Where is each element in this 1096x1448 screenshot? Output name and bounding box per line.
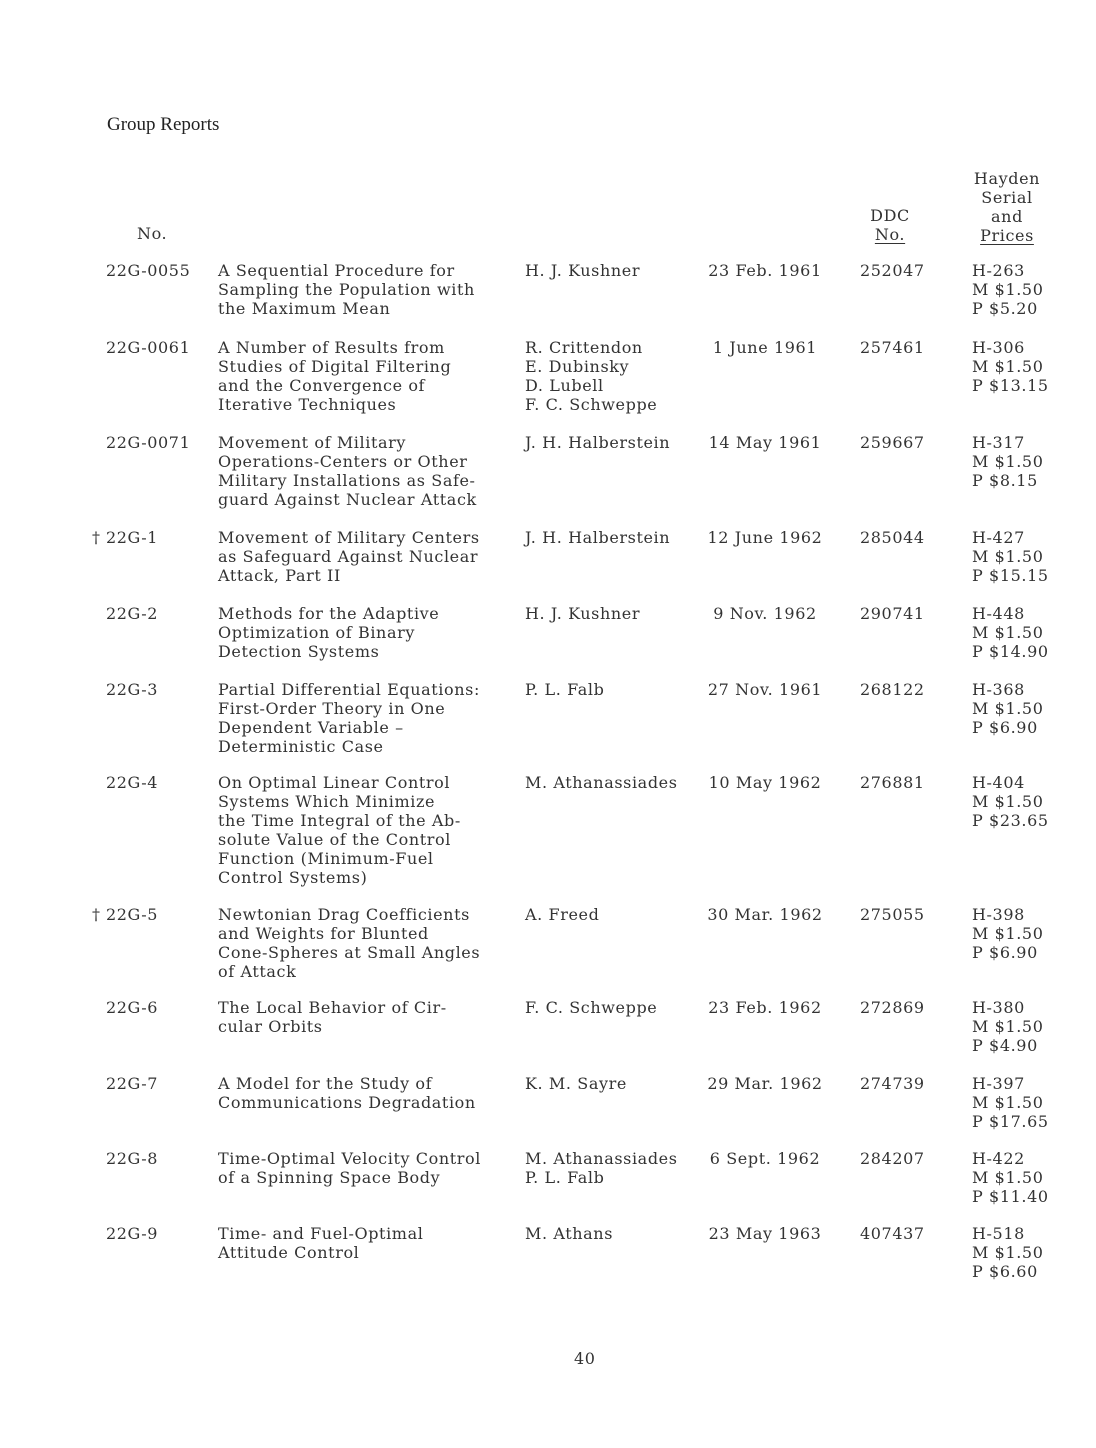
header-ddc-line: DDC <box>870 206 910 225</box>
ddc-number: 284207 <box>860 1149 925 1168</box>
report-title <box>218 604 518 661</box>
price-line: H-380 <box>972 998 1025 1017</box>
report-title <box>218 1149 518 1187</box>
report-number <box>92 528 159 547</box>
title-line: cular Orbits <box>218 1017 323 1036</box>
title-line: On Optimal Linear Control <box>218 773 451 792</box>
title-line: Dependent Variable – <box>218 718 404 737</box>
author-name: E. Dubinsky <box>525 357 630 376</box>
title-line: Cone-Spheres at Small Angles <box>218 943 481 962</box>
report-number-text: 22G-6 <box>106 998 159 1017</box>
author-name: D. Lubell <box>525 376 604 395</box>
hayden-prices <box>972 433 1043 490</box>
ddc-number: 272869 <box>860 998 925 1017</box>
report-number-text: 22G-0055 <box>106 261 191 280</box>
ddc-number: 276881 <box>860 773 925 792</box>
price-line: P $14.90 <box>972 642 1049 661</box>
title-line: Movement of Military Centers <box>218 528 480 547</box>
report-authors <box>525 338 705 414</box>
author-name: H. J. Kushner <box>525 261 641 280</box>
author-name: A. Freed <box>525 905 600 924</box>
report-number <box>92 905 159 924</box>
dagger-mark: † <box>92 528 101 547</box>
price-line: M $1.50 <box>972 699 1044 718</box>
price-line: P $4.90 <box>972 1036 1038 1055</box>
ddc-number: 257461 <box>860 338 925 357</box>
title-line: Deterministic Case <box>218 737 384 756</box>
price-line: H-317 <box>972 433 1025 452</box>
price-line: P $23.65 <box>972 811 1049 830</box>
report-date: 14 May 1961 <box>708 433 822 452</box>
ddc-number: 285044 <box>860 528 925 547</box>
title-line: Function (Minimum-Fuel <box>218 849 434 868</box>
report-title <box>218 1224 518 1262</box>
report-authors <box>525 261 705 280</box>
price-line: H-422 <box>972 1149 1025 1168</box>
price-line: P $8.15 <box>972 471 1038 490</box>
report-date: 9 Nov. 1962 <box>713 604 817 623</box>
title-line: Iterative Techniques <box>218 395 397 414</box>
title-line: the Time Integral of the Ab- <box>218 811 461 830</box>
title-line: Military Installations as Safe- <box>218 471 476 490</box>
hayden-prices <box>972 261 1043 318</box>
title-line: of Attack <box>218 962 297 981</box>
title-line: Attitude Control <box>218 1243 360 1262</box>
report-number <box>106 773 158 792</box>
report-date: 6 Sept. 1962 <box>709 1149 821 1168</box>
hayden-prices <box>972 680 1043 737</box>
report-number-text: 22G-8 <box>106 1149 159 1168</box>
price-line: M $1.50 <box>972 452 1044 471</box>
price-line: P $6.60 <box>972 1262 1038 1281</box>
title-line: Systems Which Minimize <box>218 792 436 811</box>
title-line: Partial Differential Equations: <box>218 680 480 699</box>
price-line: H-306 <box>972 338 1025 357</box>
report-number <box>106 1224 158 1243</box>
report-title <box>218 773 518 887</box>
report-number <box>106 680 158 699</box>
price-line: H-368 <box>972 680 1025 699</box>
ddc-number: 275055 <box>860 905 925 924</box>
hayden-prices <box>972 528 1049 585</box>
price-line: P $6.90 <box>972 718 1038 737</box>
price-line: M $1.50 <box>972 924 1044 943</box>
report-number-text: 22G-0071 <box>106 433 191 452</box>
report-number-text: 22G-0061 <box>106 338 191 357</box>
title-line: Time- and Fuel-Optimal <box>218 1224 424 1243</box>
price-line: M $1.50 <box>972 792 1044 811</box>
author-name: P. L. Falb <box>525 1168 605 1187</box>
report-title <box>218 1074 518 1112</box>
report-date: 1 June 1961 <box>712 338 818 357</box>
price-line: P $6.90 <box>972 943 1038 962</box>
price-line: M $1.50 <box>972 357 1044 376</box>
report-title <box>218 528 518 585</box>
price-line: P $5.20 <box>972 299 1038 318</box>
price-line: P $11.40 <box>972 1187 1049 1206</box>
author-name: M. Athans <box>525 1224 614 1243</box>
price-line: M $1.50 <box>972 623 1044 642</box>
header-no: No. <box>137 224 168 243</box>
hayden-prices <box>972 1224 1043 1281</box>
title-line: Detection Systems <box>218 642 380 661</box>
report-number-text: 22G-9 <box>106 1224 159 1243</box>
report-date: 27 Nov. 1961 <box>707 680 823 699</box>
price-line: M $1.50 <box>972 1243 1044 1262</box>
title-line: Time-Optimal Velocity Control <box>218 1149 482 1168</box>
report-number <box>106 261 190 280</box>
hayden-prices <box>972 1149 1049 1206</box>
report-authors <box>525 604 705 623</box>
hayden-prices <box>972 1074 1049 1131</box>
report-authors <box>525 680 705 699</box>
author-name: M. Athanassiades <box>525 1149 678 1168</box>
report-number <box>106 433 190 452</box>
header-hayden <box>968 169 1046 245</box>
price-line: P $13.15 <box>972 376 1049 395</box>
page-number: 40 <box>574 1349 596 1368</box>
title-line: Control Systems) <box>218 868 368 887</box>
report-authors <box>525 528 705 547</box>
author-name: J. H. Halberstein <box>525 528 671 547</box>
title-line: solute Value of the Control <box>218 830 451 849</box>
report-authors <box>525 433 705 452</box>
report-date: 29 Mar. 1962 <box>707 1074 823 1093</box>
hayden-prices <box>972 604 1049 661</box>
title-line: Attack, Part II <box>218 566 341 585</box>
dagger-mark: † <box>92 905 101 924</box>
report-number <box>106 1074 158 1093</box>
ddc-number: 252047 <box>860 261 925 280</box>
title-line: A Sequential Procedure for <box>218 261 455 280</box>
report-number-text: 22G-2 <box>106 604 159 623</box>
title-line: the Maximum Mean <box>218 299 391 318</box>
author-name: K. M. Sayre <box>525 1074 627 1093</box>
report-authors <box>525 773 705 792</box>
report-title <box>218 998 518 1036</box>
price-line: M $1.50 <box>972 1017 1044 1036</box>
ddc-number: 259667 <box>860 433 925 452</box>
report-date: 12 June 1962 <box>707 528 823 547</box>
title-line: and Weights for Blunted <box>218 924 429 943</box>
author-name: H. J. Kushner <box>525 604 641 623</box>
report-number-text: 22G-7 <box>106 1074 159 1093</box>
header-hayden-line: Hayden <box>973 169 1041 188</box>
price-line: H-263 <box>972 261 1025 280</box>
report-number-text: 22G-4 <box>106 773 159 792</box>
report-date: 23 May 1963 <box>708 1224 822 1243</box>
author-name: M. Athanassiades <box>525 773 678 792</box>
hayden-prices <box>972 773 1049 830</box>
price-line: P $15.15 <box>972 566 1049 585</box>
title-line: A Number of Results from <box>218 338 445 357</box>
report-number-text: 22G-1 <box>106 528 159 547</box>
report-number-text: 22G-3 <box>106 680 159 699</box>
report-number-text: 22G-5 <box>106 905 159 924</box>
author-name: F. C. Schweppe <box>525 395 658 414</box>
report-number <box>106 998 158 1017</box>
price-line: P $17.65 <box>972 1112 1049 1131</box>
title-line: Studies of Digital Filtering <box>218 357 452 376</box>
author-name: J. H. Halberstein <box>525 433 671 452</box>
report-authors <box>525 1224 705 1243</box>
report-authors <box>525 998 705 1017</box>
title-line: First-Order Theory in One <box>218 699 446 718</box>
ddc-number: 290741 <box>860 604 925 623</box>
report-date: 30 Mar. 1962 <box>707 905 823 924</box>
report-number <box>106 604 158 623</box>
report-number <box>106 1149 158 1168</box>
report-date: 23 Feb. 1961 <box>708 261 822 280</box>
price-line: H-404 <box>972 773 1025 792</box>
report-title <box>218 905 518 981</box>
ddc-number: 407437 <box>860 1224 925 1243</box>
author-name: R. Crittendon <box>525 338 643 357</box>
report-title <box>218 433 518 509</box>
price-line: H-427 <box>972 528 1025 547</box>
report-title <box>218 338 518 414</box>
report-date: 23 Feb. 1962 <box>708 998 822 1017</box>
title-line: Optimization of Binary <box>218 623 415 642</box>
header-ddc-line: No. <box>874 225 906 244</box>
ddc-number: 268122 <box>860 680 925 699</box>
ddc-number: 274739 <box>860 1074 925 1093</box>
price-line: M $1.50 <box>972 547 1044 566</box>
price-line: M $1.50 <box>972 1093 1044 1112</box>
title-line: guard Against Nuclear Attack <box>218 490 477 509</box>
report-title <box>218 680 518 756</box>
price-line: M $1.50 <box>972 280 1044 299</box>
report-title <box>218 261 518 318</box>
title-line: as Safeguard Against Nuclear <box>218 547 479 566</box>
hayden-prices <box>972 338 1049 395</box>
report-date: 10 May 1962 <box>708 773 822 792</box>
title-line: A Model for the Study of <box>218 1074 433 1093</box>
title-line: Sampling the Population with <box>218 280 475 299</box>
report-number <box>106 338 190 357</box>
price-line: H-398 <box>972 905 1025 924</box>
header-hayden-line: and <box>991 207 1023 226</box>
title-line: Communications Degradation <box>218 1093 476 1112</box>
price-line: H-518 <box>972 1224 1025 1243</box>
title-line: Newtonian Drag Coefficients <box>218 905 470 924</box>
header-hayden-line: Serial <box>981 188 1033 207</box>
price-line: M $1.50 <box>972 1168 1044 1187</box>
hayden-prices <box>972 998 1043 1055</box>
title-line: Methods for the Adaptive <box>218 604 440 623</box>
section-title: Group Reports <box>107 114 220 135</box>
report-authors <box>525 1074 705 1093</box>
author-name: P. L. Falb <box>525 680 605 699</box>
title-line: Movement of Military <box>218 433 407 452</box>
report-authors <box>525 905 705 924</box>
price-line: H-448 <box>972 604 1025 623</box>
header-ddc <box>862 206 918 244</box>
author-name: F. C. Schweppe <box>525 998 658 1017</box>
title-line: of a Spinning Space Body <box>218 1168 441 1187</box>
report-authors <box>525 1149 705 1187</box>
price-line: H-397 <box>972 1074 1025 1093</box>
title-line: The Local Behavior of Cir- <box>218 998 447 1017</box>
hayden-prices <box>972 905 1043 962</box>
title-line: and the Convergence of <box>218 376 426 395</box>
title-line: Operations-Centers or Other <box>218 452 468 471</box>
header-hayden-line: Prices <box>980 226 1034 245</box>
